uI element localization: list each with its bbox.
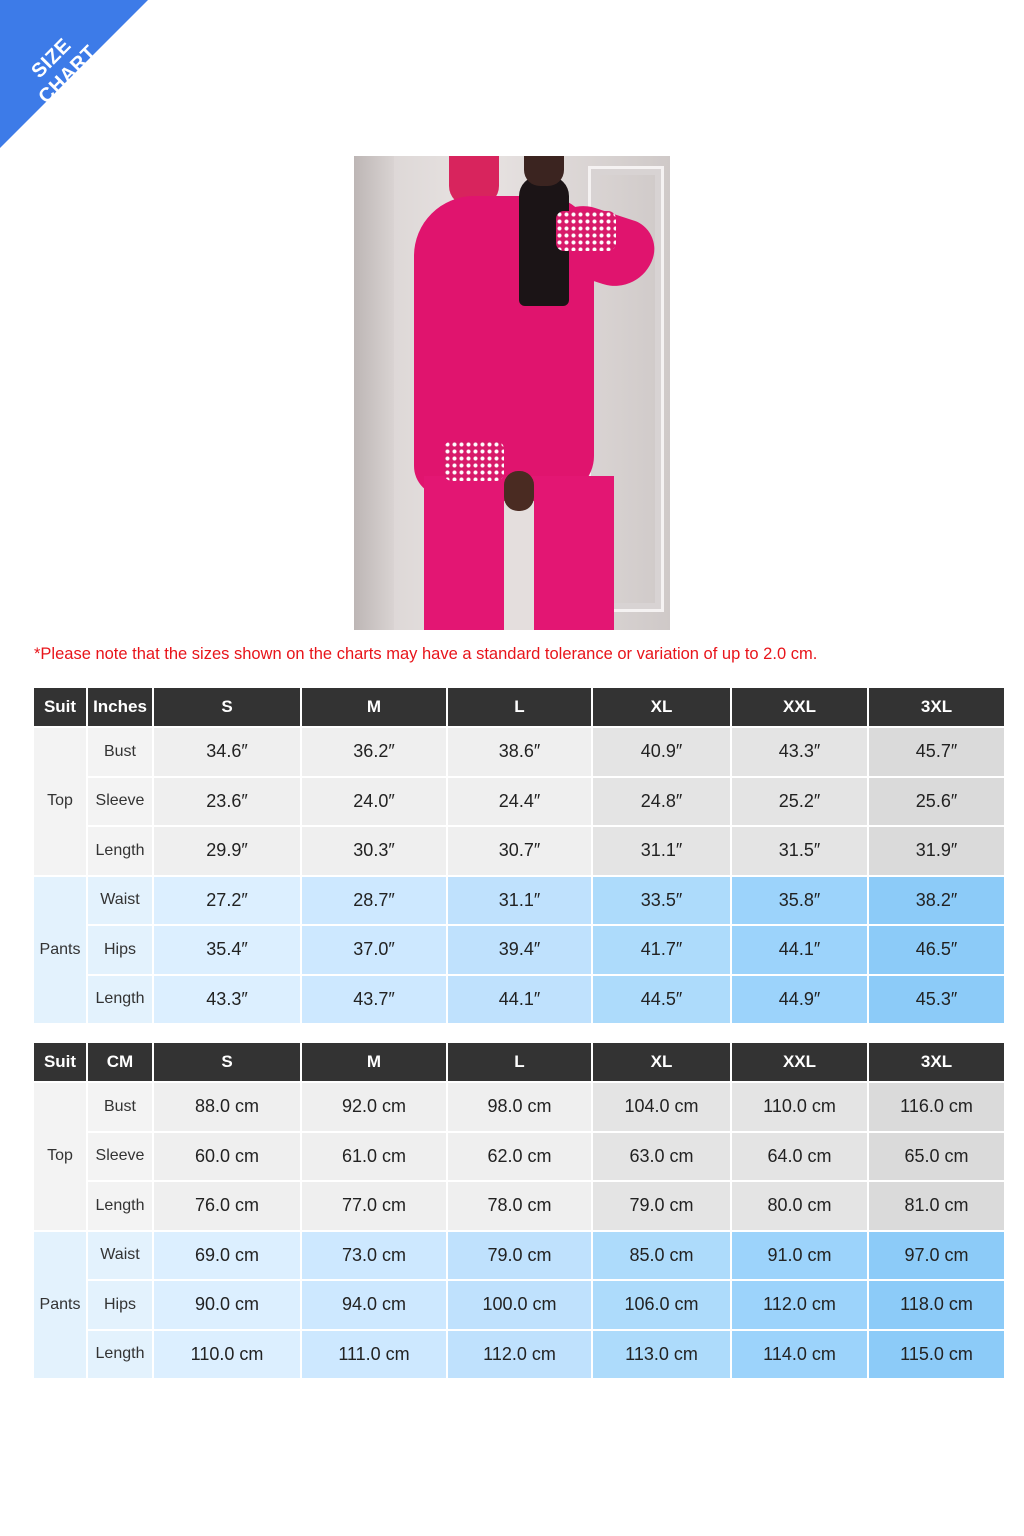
size-value-cell: 44.9″ bbox=[732, 976, 867, 1024]
size-value-cell: 30.3″ bbox=[302, 827, 446, 875]
size-value-cell: 118.0 cm bbox=[869, 1281, 1004, 1329]
table-header-row bbox=[34, 688, 1004, 726]
size-value-cell: 28.7″ bbox=[302, 877, 446, 925]
column-header: S bbox=[154, 688, 300, 726]
size-value-cell: 44.5″ bbox=[593, 976, 730, 1024]
size-value-cell: 78.0 cm bbox=[448, 1182, 591, 1230]
size-value-cell: 115.0 cm bbox=[869, 1331, 1004, 1379]
column-header: 3XL bbox=[869, 1043, 1004, 1081]
size-value-cell: 35.4″ bbox=[154, 926, 300, 974]
measurement-label: Sleeve bbox=[88, 778, 152, 826]
size-value-cell: 40.9″ bbox=[593, 728, 730, 776]
size-value-cell: 45.7″ bbox=[869, 728, 1004, 776]
size-value-cell: 31.9″ bbox=[869, 827, 1004, 875]
size-table-inches bbox=[32, 686, 1006, 1025]
size-value-cell: 69.0 cm bbox=[154, 1232, 300, 1280]
measurement-label: Sleeve bbox=[88, 1133, 152, 1181]
table-row bbox=[34, 1281, 1004, 1329]
size-value-cell: 64.0 cm bbox=[732, 1133, 867, 1181]
ribbon-label: SIZE CHART bbox=[27, 34, 102, 109]
size-value-cell: 24.4″ bbox=[448, 778, 591, 826]
size-value-cell: 43.3″ bbox=[732, 728, 867, 776]
column-header: L bbox=[448, 688, 591, 726]
size-value-cell: 106.0 cm bbox=[593, 1281, 730, 1329]
size-value-cell: 23.6″ bbox=[154, 778, 300, 826]
measurement-label: Waist bbox=[88, 1232, 152, 1280]
size-value-cell: 79.0 cm bbox=[593, 1182, 730, 1230]
size-value-cell: 62.0 cm bbox=[448, 1133, 591, 1181]
measurement-label: Length bbox=[88, 827, 152, 875]
size-value-cell: 90.0 cm bbox=[154, 1281, 300, 1329]
column-header: XL bbox=[593, 688, 730, 726]
table-row bbox=[34, 1331, 1004, 1379]
size-value-cell: 44.1″ bbox=[448, 976, 591, 1024]
table-row bbox=[34, 1232, 1004, 1280]
size-value-cell: 110.0 cm bbox=[154, 1331, 300, 1379]
column-header: M bbox=[302, 1043, 446, 1081]
size-value-cell: 91.0 cm bbox=[732, 1232, 867, 1280]
product-photo bbox=[354, 156, 670, 630]
size-value-cell: 31.1″ bbox=[448, 877, 591, 925]
size-value-cell: 34.6″ bbox=[154, 728, 300, 776]
size-value-cell: 73.0 cm bbox=[302, 1232, 446, 1280]
size-value-cell: 63.0 cm bbox=[593, 1133, 730, 1181]
measurement-label: Length bbox=[88, 976, 152, 1024]
size-value-cell: 38.2″ bbox=[869, 877, 1004, 925]
size-value-cell: 46.5″ bbox=[869, 926, 1004, 974]
measurement-label: Hips bbox=[88, 1281, 152, 1329]
column-header: M bbox=[302, 688, 446, 726]
measurement-label: Bust bbox=[88, 1083, 152, 1131]
table-row bbox=[34, 827, 1004, 875]
table-row bbox=[34, 1133, 1004, 1181]
table-row bbox=[34, 976, 1004, 1024]
size-value-cell: 116.0 cm bbox=[869, 1083, 1004, 1131]
column-header: Suit bbox=[34, 688, 86, 726]
column-header: XXL bbox=[732, 688, 867, 726]
size-value-cell: 77.0 cm bbox=[302, 1182, 446, 1230]
size-value-cell: 60.0 cm bbox=[154, 1133, 300, 1181]
column-header: S bbox=[154, 1043, 300, 1081]
column-header: XXL bbox=[732, 1043, 867, 1081]
size-value-cell: 113.0 cm bbox=[593, 1331, 730, 1379]
size-value-cell: 97.0 cm bbox=[869, 1232, 1004, 1280]
size-value-cell: 80.0 cm bbox=[732, 1182, 867, 1230]
table-row bbox=[34, 877, 1004, 925]
size-value-cell: 25.2″ bbox=[732, 778, 867, 826]
size-value-cell: 37.0″ bbox=[302, 926, 446, 974]
measurement-label: Length bbox=[88, 1182, 152, 1230]
size-value-cell: 88.0 cm bbox=[154, 1083, 300, 1131]
tolerance-note: *Please note that the sizes shown on the charts may have a standard tolerance or variation of up to 2.0 cm. bbox=[34, 645, 818, 663]
group-label: Top bbox=[34, 728, 86, 875]
size-value-cell: 98.0 cm bbox=[448, 1083, 591, 1131]
size-value-cell: 30.7″ bbox=[448, 827, 591, 875]
size-value-cell: 41.7″ bbox=[593, 926, 730, 974]
size-value-cell: 79.0 cm bbox=[448, 1232, 591, 1280]
size-value-cell: 76.0 cm bbox=[154, 1182, 300, 1230]
size-value-cell: 65.0 cm bbox=[869, 1133, 1004, 1181]
size-value-cell: 39.4″ bbox=[448, 926, 591, 974]
size-value-cell: 25.6″ bbox=[869, 778, 1004, 826]
size-value-cell: 85.0 cm bbox=[593, 1232, 730, 1280]
column-header: L bbox=[448, 1043, 591, 1081]
size-value-cell: 110.0 cm bbox=[732, 1083, 867, 1131]
size-value-cell: 61.0 cm bbox=[302, 1133, 446, 1181]
measurement-label: Waist bbox=[88, 877, 152, 925]
table-row bbox=[34, 1083, 1004, 1131]
table-row bbox=[34, 778, 1004, 826]
size-value-cell: 112.0 cm bbox=[732, 1281, 867, 1329]
size-chart-ribbon bbox=[0, 0, 150, 150]
column-header: 3XL bbox=[869, 688, 1004, 726]
table-row bbox=[34, 926, 1004, 974]
column-header: Suit bbox=[34, 1043, 86, 1081]
size-value-cell: 44.1″ bbox=[732, 926, 867, 974]
size-value-cell: 31.1″ bbox=[593, 827, 730, 875]
table-header-row bbox=[34, 1043, 1004, 1081]
size-value-cell: 24.8″ bbox=[593, 778, 730, 826]
size-value-cell: 111.0 cm bbox=[302, 1331, 446, 1379]
column-header: XL bbox=[593, 1043, 730, 1081]
measurement-label: Hips bbox=[88, 926, 152, 974]
size-value-cell: 81.0 cm bbox=[869, 1182, 1004, 1230]
group-label: Pants bbox=[34, 877, 86, 1024]
size-value-cell: 114.0 cm bbox=[732, 1331, 867, 1379]
table-row bbox=[34, 728, 1004, 776]
size-value-cell: 112.0 cm bbox=[448, 1331, 591, 1379]
size-table-cm bbox=[32, 1041, 1006, 1380]
size-value-cell: 36.2″ bbox=[302, 728, 446, 776]
size-value-cell: 92.0 cm bbox=[302, 1083, 446, 1131]
size-value-cell: 43.3″ bbox=[154, 976, 300, 1024]
column-header: CM bbox=[88, 1043, 152, 1081]
size-value-cell: 38.6″ bbox=[448, 728, 591, 776]
size-value-cell: 27.2″ bbox=[154, 877, 300, 925]
size-value-cell: 100.0 cm bbox=[448, 1281, 591, 1329]
size-value-cell: 104.0 cm bbox=[593, 1083, 730, 1131]
table-row bbox=[34, 1182, 1004, 1230]
column-header: Inches bbox=[88, 688, 152, 726]
group-label: Pants bbox=[34, 1232, 86, 1379]
size-value-cell: 24.0″ bbox=[302, 778, 446, 826]
measurement-label: Bust bbox=[88, 728, 152, 776]
group-label: Top bbox=[34, 1083, 86, 1230]
size-value-cell: 45.3″ bbox=[869, 976, 1004, 1024]
measurement-label: Length bbox=[88, 1331, 152, 1379]
size-value-cell: 31.5″ bbox=[732, 827, 867, 875]
size-value-cell: 43.7″ bbox=[302, 976, 446, 1024]
size-value-cell: 29.9″ bbox=[154, 827, 300, 875]
size-value-cell: 94.0 cm bbox=[302, 1281, 446, 1329]
size-value-cell: 33.5″ bbox=[593, 877, 730, 925]
size-value-cell: 35.8″ bbox=[732, 877, 867, 925]
